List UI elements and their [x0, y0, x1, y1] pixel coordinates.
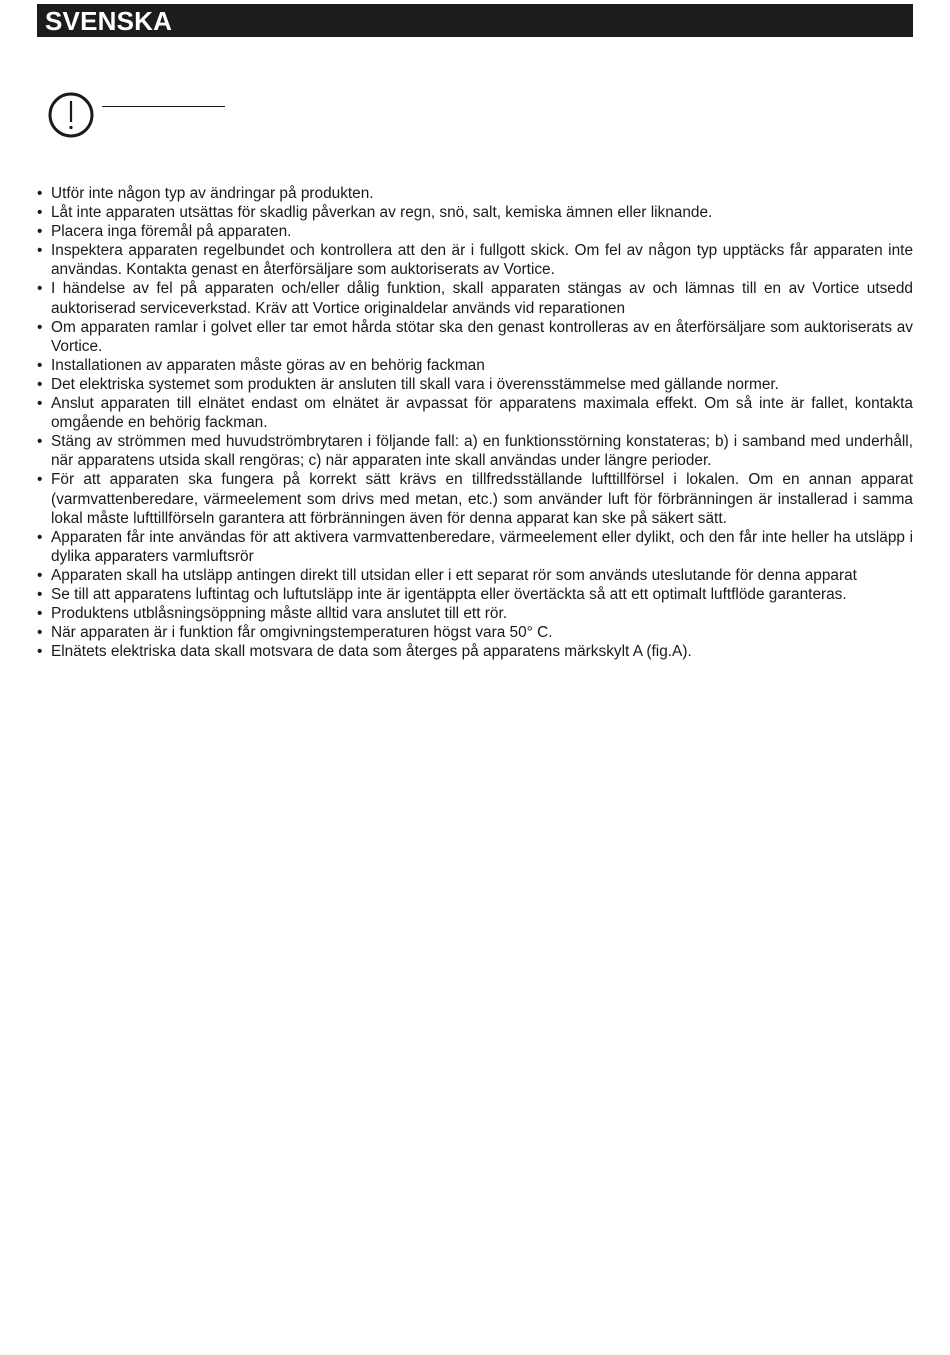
- list-item: [37, 222, 913, 241]
- list-item: [37, 318, 913, 356]
- bullet-icon: •: [37, 585, 43, 603]
- list-item-text: I händelse av fel på apparaten och/eller dålig funktion, skall apparaten stängas av och lämnas till en av Vortice utsedd auktoriserad serviceverkstad. Kräv att Vortice originaldelar används vid reparationen: [51, 280, 913, 317]
- bullet-icon: •: [37, 204, 43, 222]
- list-item: [37, 375, 913, 394]
- bullet-icon: •: [37, 185, 43, 202]
- bullet-icon: •: [37, 395, 43, 413]
- list-item-text: Elnätets elektriska data skall motsvara de data som återges på apparatens märkskylt A (fig.A).: [51, 643, 692, 661]
- list-item: [37, 604, 913, 623]
- bullet-icon: •: [37, 471, 43, 489]
- list-item-text: Inspektera apparaten regelbundet och kontrollera att den är i fullgott skick. Om fel av någon typ upptäcks får apparaten inte användas. Kontakta genast en återförsäljare som auktoriserats av Vortice.: [51, 242, 913, 279]
- list-item: [37, 241, 913, 279]
- list-item: [37, 528, 913, 566]
- section-header-bar: [37, 4, 913, 37]
- list-item: [37, 356, 913, 375]
- bullet-icon: •: [37, 223, 43, 241]
- list-item: [37, 203, 913, 222]
- list-item-text: Stäng av strömmen med huvudströmbrytaren i följande fall: a) en funktionsstörning konstateras; b) i samband med underhåll, när apparatens utsida skall rengöras; c) när apparaten inte skall användas under längre perioder.: [51, 433, 913, 470]
- bullet-icon: •: [37, 356, 43, 374]
- list-item-text: Installationen av apparaten måste göras av en behörig fackman: [51, 356, 485, 374]
- list-item-text: Det elektriska systemet som produkten är ansluten till skall vara i överensstämmelse med gällande normer.: [51, 375, 779, 393]
- warning-divider: [102, 106, 225, 107]
- safety-instructions-list: [37, 184, 913, 661]
- bullet-icon: •: [37, 528, 43, 546]
- list-item: [37, 642, 913, 661]
- list-item-text: När apparaten är i funktion får omgivningstemperaturen högst vara 50° C.: [51, 624, 553, 642]
- bullet-icon: •: [37, 643, 43, 661]
- bullet-icon: •: [37, 318, 43, 336]
- list-item: [37, 394, 913, 432]
- list-item-text: Om apparaten ramlar i golvet eller tar emot hårda stötar ska den genast kontrolleras av en återförsäljare som auktoriserats av Vortice.: [51, 318, 913, 355]
- list-item: [37, 432, 913, 470]
- bullet-icon: •: [37, 242, 43, 260]
- bullet-icon: •: [37, 566, 43, 584]
- list-item-text: Utför inte någon typ av ändringar på produkten.: [51, 185, 374, 202]
- list-item-text: Produktens utblåsningsöppning måste alltid vara anslutet till ett rör.: [51, 605, 507, 623]
- list-item: [37, 585, 913, 604]
- bullet-icon: •: [37, 433, 43, 451]
- list-item: [37, 623, 913, 642]
- list-item-text: Apparaten skall ha utsläpp antingen direkt till utsidan eller i ett separat rör som används uteslutande för denna apparat: [51, 566, 857, 584]
- list-item-text: Se till att apparatens luftintag och luftutsläpp inte är igentäppta eller övertäckta så att ett optimalt luftflöde garanteras.: [51, 585, 847, 603]
- list-item-text: Apparaten får inte användas för att aktivera varmvattenberedare, värmeelement eller dylikt, och den får inte heller ha utsläpp i dylika apparaters varmluftsrör: [51, 528, 913, 565]
- bullet-icon: •: [37, 624, 43, 642]
- list-item-text: För att apparaten ska fungera på korrekt sätt krävs en tillfredsställande lufttillförsel i lokalen. Om en annan apparat (varmvattenberedare, värmeelement som drivs med metan, etc.) som använder luft för förbränningen är installerad i samma lokal måste lufttillförseln garantera att förbränningen även för denna apparat kan ske på säkert sätt.: [51, 471, 913, 527]
- list-item: [37, 279, 913, 317]
- bullet-icon: •: [37, 375, 43, 393]
- section-title: SVENSKA: [45, 6, 173, 36]
- list-item: [37, 470, 913, 527]
- bullet-icon: •: [37, 280, 43, 298]
- list-item: [37, 566, 913, 585]
- bullet-icon: •: [37, 605, 43, 623]
- exclamation-circle-icon: [48, 92, 94, 138]
- list-item: [37, 184, 913, 203]
- list-item-text: Anslut apparaten till elnätet endast om elnätet är avpassat för apparatens maximala effekt. Om så inte är fallet, kontakta omgående en behörig fackman.: [51, 395, 913, 432]
- list-item-text: Låt inte apparaten utsättas för skadlig påverkan av regn, snö, salt, kemiska ämnen eller liknande.: [51, 204, 713, 222]
- list-item-text: Placera inga föremål på apparaten.: [51, 223, 292, 241]
